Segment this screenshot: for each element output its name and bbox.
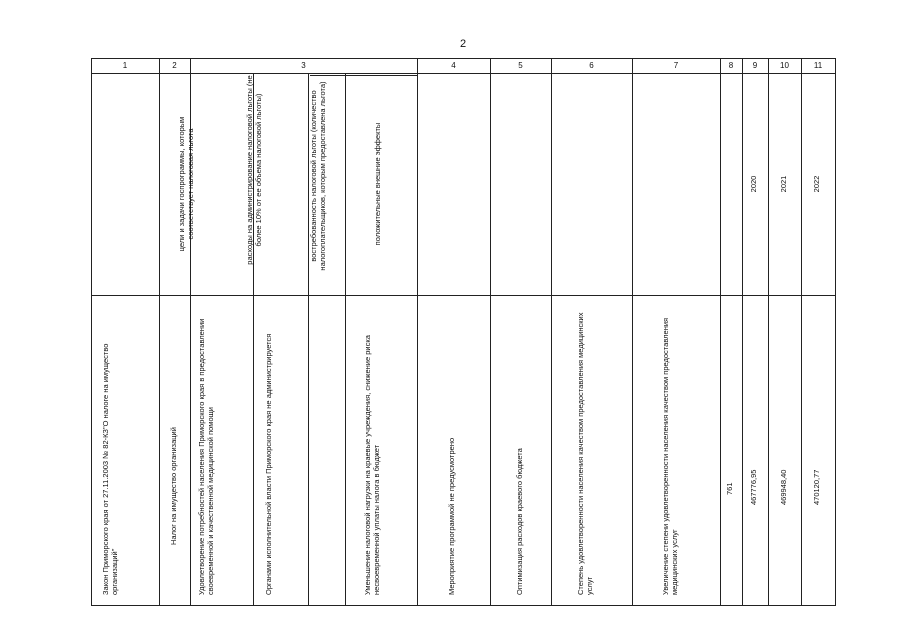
col-number-8: 8 — [728, 61, 734, 70]
col-border — [159, 58, 160, 606]
cell-admin: Органами исполнительной власти Приморского края не администрируется — [264, 333, 273, 595]
header-goals: цели и задачи госпрограммы, которым соответствует налоговая льгота — [177, 116, 195, 252]
col-border — [742, 58, 743, 606]
cell-col5: Оптимизация расходов краевого бюджета — [515, 448, 524, 595]
col-border — [91, 58, 92, 606]
col-number-5: 5 — [518, 61, 523, 70]
col-number-2: 2 — [172, 61, 177, 70]
header-row-divider — [91, 73, 836, 74]
col-number-4: 4 — [451, 61, 456, 70]
table-border-bottom — [91, 605, 836, 606]
col-border — [490, 58, 491, 606]
cell-goal: Удовлетворение потребностей населения Приморского края в предоставлении своевременной и качественной медицинской помощи — [197, 318, 215, 595]
header-admin-costs: расходы на администрирование налоговой льготы (не более 10% от ее объема налоговой льготы) — [245, 75, 263, 265]
col-border — [720, 58, 721, 606]
col-number-1: 1 — [122, 61, 128, 70]
col-border — [632, 58, 633, 606]
col-number-9: 9 — [752, 61, 758, 70]
header-year-2021: 2021 — [779, 175, 788, 193]
cell-col4: Мероприятие программой не предусмотрено — [447, 437, 456, 595]
col-number-11: 11 — [813, 61, 823, 70]
col-border — [801, 58, 802, 606]
cell-tax: Налог на имущество организаций — [169, 427, 178, 545]
cell-col8: 761 — [725, 482, 734, 495]
col-border — [551, 58, 552, 606]
body-row-divider — [91, 295, 836, 296]
cell-value-2022: 470120,77 — [812, 469, 821, 505]
header-effects: положительные внешние эффекты — [373, 122, 382, 246]
header-demand: востребованность налоговой льготы (количество налогоплательщиков, которым предоставлена льгота) — [309, 81, 327, 271]
col-border — [768, 58, 769, 606]
header-year-2020: 2020 — [749, 175, 758, 193]
cell-law: Закон Приморского края от 27.11.2003 № 82-КЗ"О налоге на имущество организаций" — [101, 343, 119, 595]
col-number-3: 3 — [301, 61, 306, 70]
cell-col6: Степень удовлетворенности населения качеством предоставления медицинских услуг — [576, 312, 594, 595]
cell-demand — [321, 305, 333, 595]
col-border — [345, 73, 346, 606]
cell-value-2021: 469948,40 — [779, 469, 788, 505]
cell-col7: Увеличение степени удовлетворенности населения качеством предоставления медицинских услуг — [661, 317, 679, 595]
cell-effect: Уменьшение налоговой нагрузки на краевые учреждения, снижение риска несвоевременной уплаты налога в бюджет — [363, 335, 381, 595]
col-number-6: 6 — [589, 61, 594, 70]
col-number-10: 10 — [780, 61, 789, 70]
col-border — [417, 58, 418, 606]
cell-value-2020: 467776,95 — [749, 469, 758, 505]
col-border — [835, 58, 836, 606]
page-number: 2 — [459, 38, 467, 50]
col-number-7: 7 — [673, 61, 679, 70]
header-year-2022: 2022 — [812, 175, 821, 193]
